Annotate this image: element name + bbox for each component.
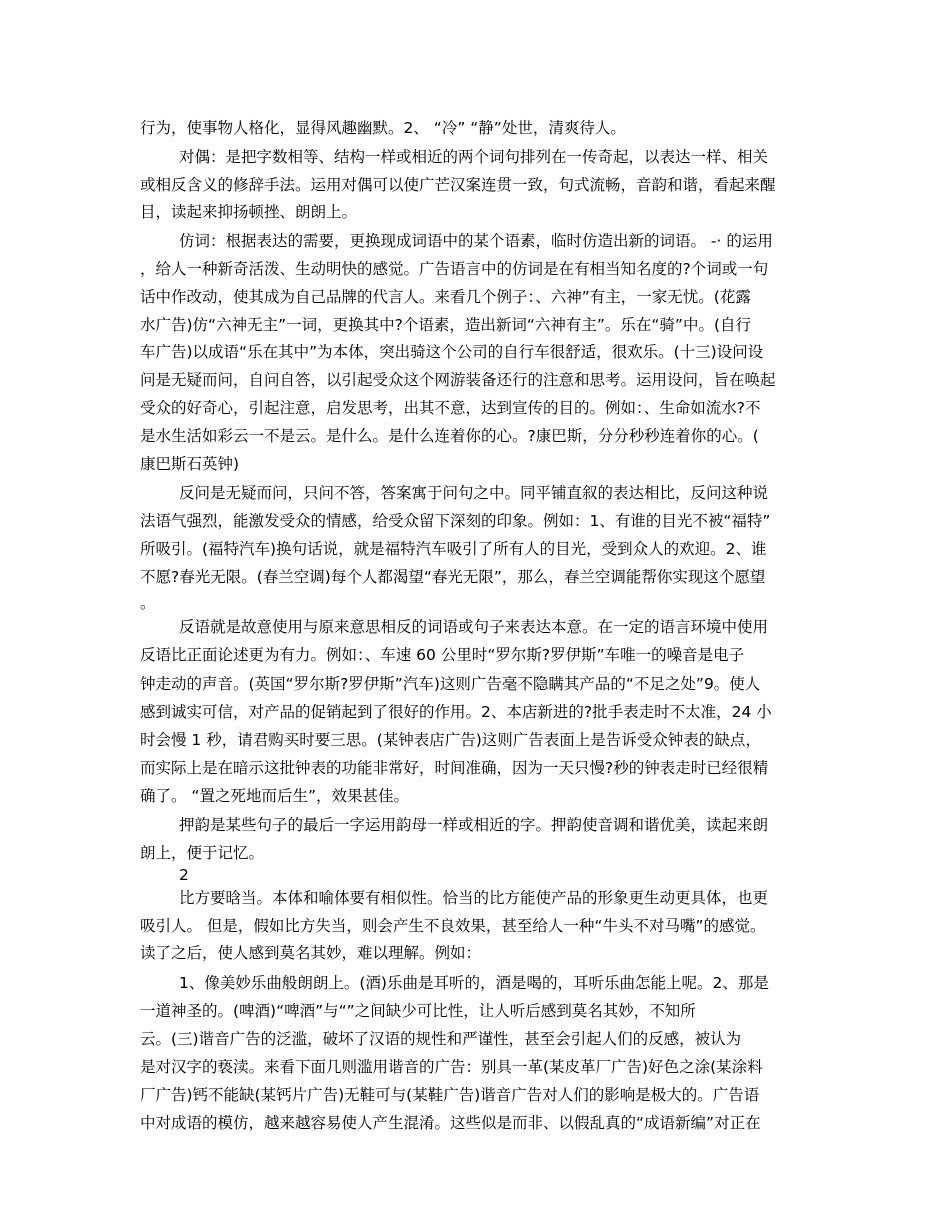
text-line: 仿词：根据表达的需要，更换现成词语中的某个语素，临时仿造出新的词语。 -· 的运用 [179, 232, 773, 250]
text-line: 是水生活如彩云一不是云。是什么。是什么连着你的心。?康巴斯，分分秒秒连着你的心。( [140, 427, 759, 445]
page-number: 2 [179, 866, 189, 884]
text-line: 押韵是某些句子的最后一字运用韵母一样或相近的字。押韵使音调和谐优美，读起来朗 [179, 816, 769, 834]
text-line: 1、像美妙乐曲般朗朗上。(酒)乐曲是耳听的，酒是喝的，耳听乐曲怎能上呢。2、那是 [179, 974, 769, 992]
text-line: 法语气强烈，能激发受众的情感，给受众留下深刻的印象。例如：1、有谁的目光不被“福特” [140, 512, 771, 530]
text-line: 康巴斯石英钟) [140, 455, 240, 473]
text-line: 水广告)仿“六神无主”一词，更换其中?个语素，造出新词“六神有主”。乐在“骑”中。(自行 [140, 316, 752, 334]
text-line: 吸引人。 但是，假如比方失当，则会产生不良效果，甚至给人一种“牛头不对马嘴”的感觉。 [140, 917, 766, 935]
text-line: 读了之后，使人感到莫名其妙，难以理解。例如： [140, 944, 482, 962]
text-line: 厂广告)钙不能缺(某钙片广告)无鞋可与(某鞋广告)谐音广告对人们的影响是极大的。广告语 [140, 1086, 760, 1104]
text-line: 是对汉字的亵渎。来看下面几则滥用谐音的广告：别具一革(某皮革厂广告)好色之涂(某涂料 [140, 1058, 763, 1076]
text-line: 话中作改动，使其成为自己品牌的代言人。来看几个例子：、六神”有主，一家无忧。(花露 [140, 288, 751, 306]
text-line: 或相反含义的修辞手法。运用对偶可以使广芒汉案连贯一致，句式流畅，音韵和谐，看起来醒 [140, 176, 776, 194]
text-line: ，给人一种新奇活泼、生动明快的感觉。广告语言中的仿词是在有相当知名度的?个词或一句 [140, 260, 769, 278]
text-line: 行为，使事物人格化，显得风趣幽默。2、 “冷” “静”处世，清爽待人。 [140, 119, 626, 137]
text-line: 而实际上是在暗示这批钟表的功能非常好，时间准确，因为一天只慢?秒的钟表走时已经很精 [140, 759, 769, 777]
text-line: 比方要晗当。本体和喻体要有相似性。恰当的比方能使产品的形象更生动更具体，也更 [179, 889, 769, 907]
text-line: 。 [140, 594, 156, 612]
text-line: 反语比正面论述更为有力。例如：、车速 60 公里时“罗尔斯?罗伊斯”车唯一的噪音是电子 [140, 646, 745, 664]
text-line: 确了。 “置之死地而后生”，效果甚佳。 [140, 787, 409, 805]
text-line: 问是无疑而问，自问自答，以引起受众这个网游装备还行的注意和思考。运用设问，旨在唤起 [140, 371, 776, 389]
text-line: 反语就是故意使用与原来意思相反的词语或句子来表达本意。在一定的语言环境中使用 [179, 618, 769, 636]
text-line: 所吸引。(福特汽车)换句话说，就是福特汽车吸引了所有人的目光，受到众人的欢迎。2、谁 [140, 540, 767, 558]
text-line: 中对成语的模仿，越来越容易使人产生混淆。这些似是而非、以假乱真的“成语新编”对正在 [140, 1114, 761, 1132]
text-line: 感到诚实可信，对产品的促销起到了很好的作用。2、本店新进的?批手表走时不太准，24 小 [140, 703, 772, 721]
text-line: 车广告)以成语“乐在其中”为本体，突出骑这个公司的自行车很舒适，很欢乐。(十三)设问设 [140, 343, 764, 361]
text-line: 云。(三)谐音广告的泛滥，破坏了汉语的规性和严谨性，甚至会引起人们的反感，被认为 [140, 1030, 742, 1048]
text-line: 受众的好奇心，引起注意，启发思考，出其不意，达到宣传的目的。例如：、生命如流水?不 [140, 399, 761, 417]
text-line: 时会慢 1 秒，请君购买时要三思。(某钟表店广告)这则广告表面上是告诉受众钟表的缺点， [140, 731, 761, 749]
text-line: 一道神圣的。(啤酒)“啤酒”与“”之间缺少可比性，让人听后感到莫名其妙，不知所 [140, 1002, 696, 1020]
text-line: 不愿?春光无限。(春兰空调)每个人都渴望“春光无限”，那么，春兰空调能帮你实现这个愿望 [140, 568, 766, 586]
text-line: 反问是无疑而问，只问不答，答案寓于问句之中。同平铺直叙的表达相比，反问这种说 [179, 484, 769, 502]
text-line: 钟走动的声音。(英国“罗尔斯?罗伊斯”汽车)这则广告毫不隐瞒其产品的“不足之处”9。使人 [140, 675, 761, 693]
text-line: 朗上，便于记忆。 [140, 844, 265, 862]
text-line: 目，读起来抑扬顿挫、朗朗上。 [140, 203, 358, 221]
text-line: 对偶：是把字数相等、结构一样或相近的两个词句排列在一传奇起，以表达一样、相关 [179, 148, 769, 166]
